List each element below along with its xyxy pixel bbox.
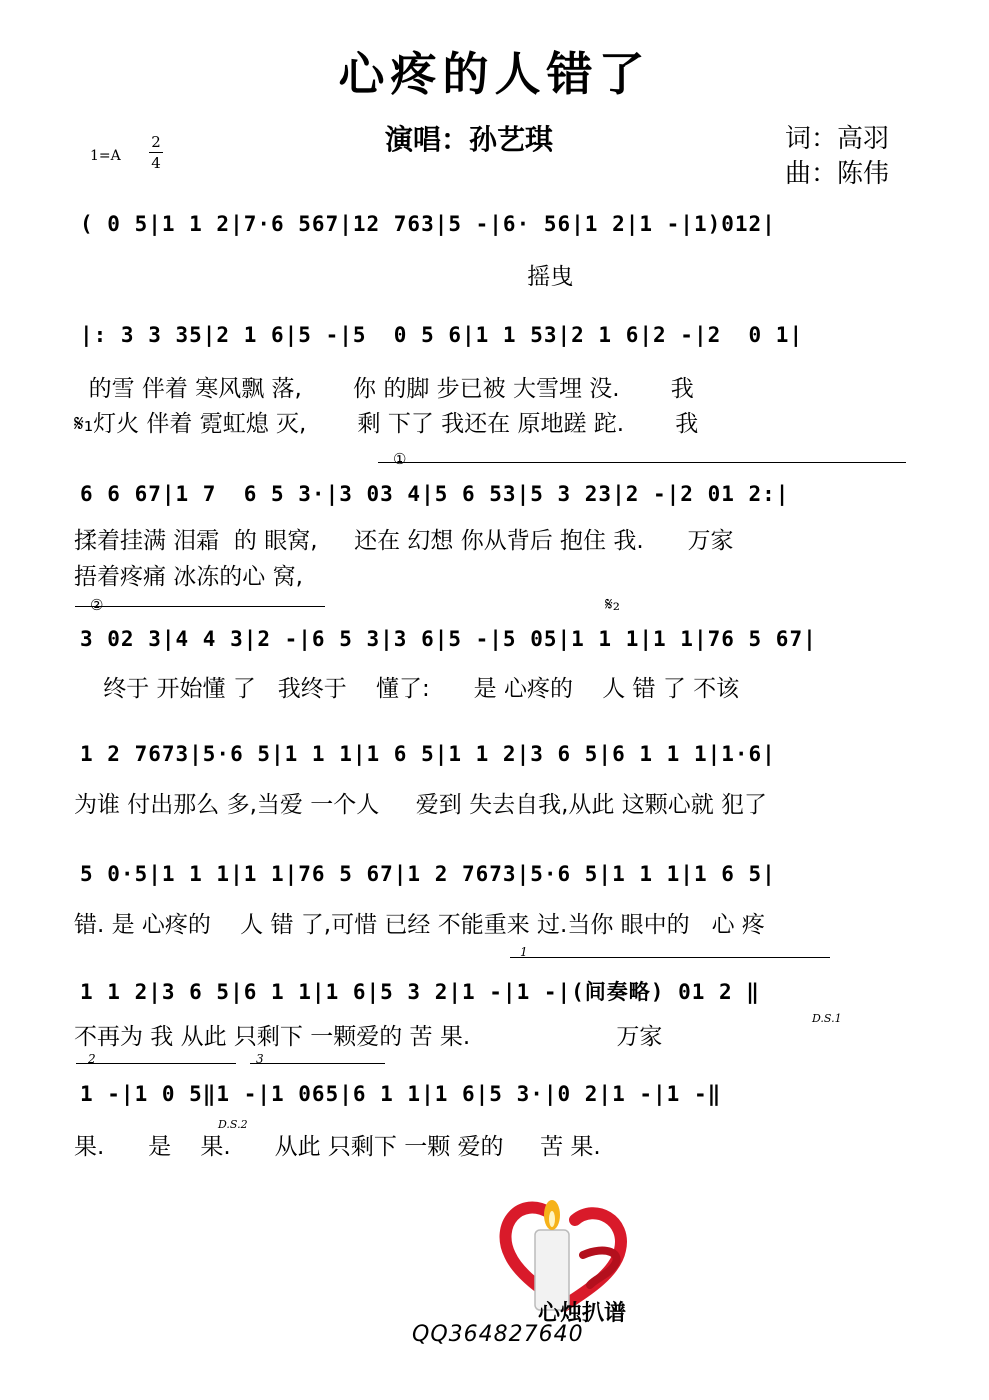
lyrics-row-3-line-1: 揉着挂满 泪霜 的 眼窝, 还在 幻想 你从背后 抱住 我. 万家 (74, 528, 734, 554)
lyrics-row-5-line-1: 为谁 付出那么 多,当爱 一个人 爱到 失去自我,从此 这颗心就 犯了 (74, 792, 768, 818)
ending-2-bracket (76, 1063, 236, 1064)
volta-2-mark: ② (90, 596, 104, 614)
ds2-mark: D.S.2 (218, 1118, 248, 1131)
ending-1-mark: 1 (520, 945, 528, 959)
time-divider (149, 152, 163, 153)
notes-row-7: 1 1 2|3 6 5|6 1 1|1 6|5 3 2|1 -|1 -|(间奏略) 01 2 ‖ (80, 980, 760, 1004)
ds1-mark: D.S.1 (812, 1012, 842, 1025)
lyrics-row-1-line-1: 摇曳 (74, 264, 574, 290)
lyrics-row-4-line-1: 终于 开始懂 了 我终于 懂了: 是 心疼的 人 错 了 不该 (74, 676, 740, 702)
ending-3-mark: 3 (256, 1052, 264, 1066)
notes-row-2: |: 3 3 35|2 1 6|5 -|5 0 5 6|1 1 53|2 1 6|2 -|2 0 1| (80, 323, 804, 347)
time-signature (146, 133, 166, 172)
notes-row-3: 6 6 67|1 7 6 5 3·|3 03 4|5 6 53|5 3 23|2 -|2 01 2:| (80, 482, 790, 506)
volta-1-bracket (378, 462, 906, 463)
notes-row-4: 3 02 3|4 4 3|2 -|6 5 3|3 6|5 -|5 05|1 1 1|1 1|76 5 67| (80, 627, 817, 651)
qq-contact: QQ364827640 (412, 1322, 584, 1347)
notes-row-5: 1 2 7673|5·6 5|1 1 1|1 6 5|1 1 2|3 6 5|6 1 1 1|1·6| (80, 742, 776, 766)
lyrics-row-2-line-1: 的雪 伴着 寒风飘 落, 你 的脚 步已被 大雪埋 没. 我 (74, 376, 694, 402)
lyrics-row-2-line-2: 𝄋₁灯火 伴着 霓虹熄 灭, 剩 下了 我还在 原地蹉 跎. 我 (74, 411, 699, 437)
lyrics-row-7-line-1: 不再为 我 从此 只剩下 一颗爱的 苦 果. 万家 (74, 1024, 663, 1050)
segno-2-mark: 𝄋₂ (605, 594, 620, 615)
lyricist-credit: 词：高羽 (785, 124, 890, 154)
time-bottom: 4 (151, 154, 161, 172)
volta-2-bracket (75, 606, 325, 607)
song-title: 心疼的人错了 (338, 47, 651, 101)
notes-row-8: 1 -|1 0 5‖1 -|1 065|6 1 1|1 6|5 3·|0 2|1 -|1 -‖ (80, 1082, 722, 1106)
composer-credit: 曲：陈伟 (785, 159, 890, 189)
brand-text: 心烛扒谱 (538, 1300, 627, 1326)
lyrics-row-6-line-1: 错. 是 心疼的 人 错 了,可惜 已经 不能重来 过.当你 眼中的 心 疼 (74, 912, 765, 938)
singer-credit: 演唱：孙艺琪 (385, 123, 554, 156)
key-signature: 1=A (90, 148, 121, 164)
ending-2-mark: 2 (88, 1052, 96, 1066)
lyrics-row-8-line-1: 果. 是 果. 从此 只剩下 一颗 爱的 苦 果. (74, 1134, 601, 1160)
notes-row-6: 5 0·5|1 1 1|1 1|76 5 67|1 2 7673|5·6 5|1 1 1|1 6 5| (80, 862, 776, 886)
time-top: 2 (151, 133, 161, 151)
ending-1-bracket (510, 957, 830, 958)
lyrics-row-3-line-2: 捂着疼痛 冰冻的心 窝, (74, 564, 303, 590)
ending-3-bracket (250, 1063, 385, 1064)
volta-1-mark: ① (393, 450, 407, 468)
notes-row-1: ( 0 5|1 1 2|7·6 567|12 763|5 -|6· 56|1 2|1 -|1)012| (80, 212, 776, 236)
